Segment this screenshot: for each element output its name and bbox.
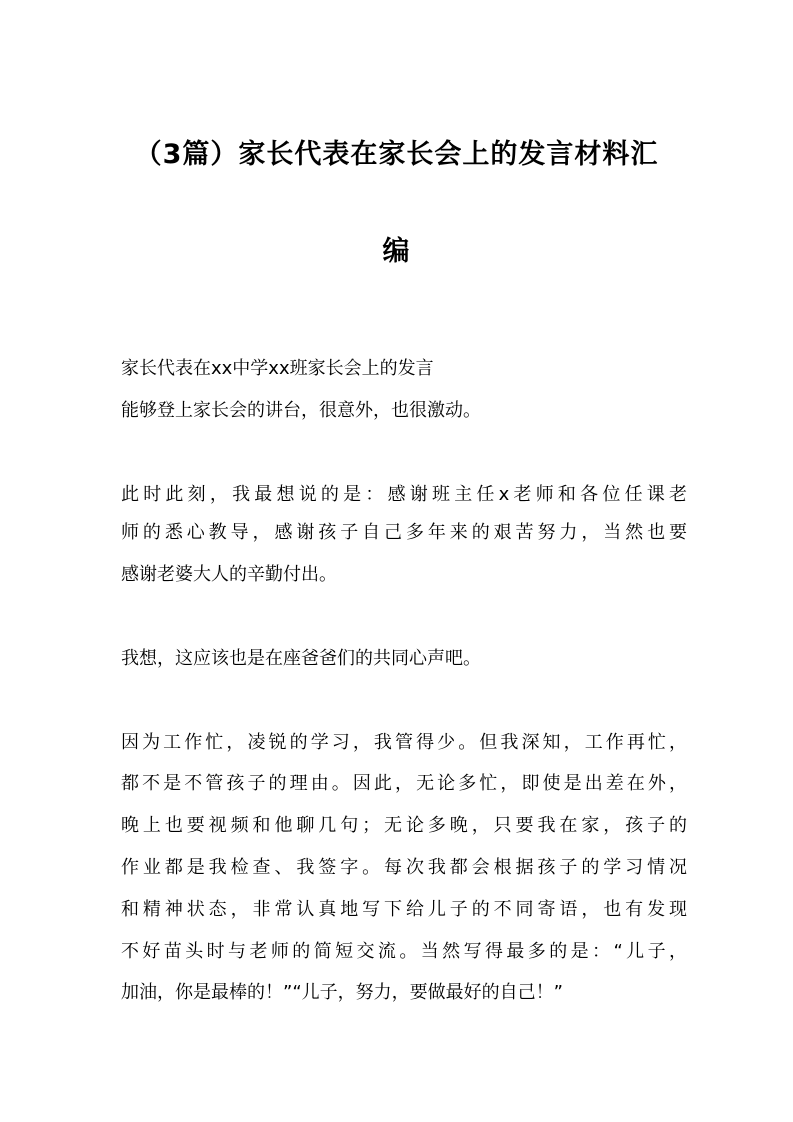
paragraph-line: 晚上也要视频和他聊几句；无论多晚，只要我在家，孩子的 bbox=[121, 815, 687, 836]
paragraph-line: 此时此刻，我最想说的是：感谢班主任x老师和各位任课老 bbox=[121, 484, 687, 505]
paragraph-line: 不好苗头时与老师的简短交流。当然写得最多的是：“儿子， bbox=[121, 941, 687, 962]
document-title-line-1: （3篇）家长代表在家长会上的发言材料汇 bbox=[134, 139, 659, 170]
paragraph-line: 都不是不管孩子的理由。因此，无论多忙，即使是出差在外， bbox=[121, 773, 687, 794]
paragraph-line: 和精神状态，非常认真地写下给儿子的不同寄语，也有发现 bbox=[121, 899, 687, 920]
paragraph-line: 作业都是我检查、我签字。每次我都会根据孩子的学习情况 bbox=[121, 857, 687, 878]
paragraph-line: 能够登上家长会的讲台，很意外，也很激动。 bbox=[121, 400, 481, 421]
paragraph-line: 我想，这应该也是在座爸爸们的共同心声吧。 bbox=[121, 648, 481, 669]
paragraph-line: 因为工作忙，凌锐的学习，我管得少。但我深知，工作再忙， bbox=[121, 732, 687, 753]
document-title-line-2: 编 bbox=[382, 236, 411, 267]
paragraph-line: 加油，你是最棒的！”“儿子，努力，要做最好的自己！” bbox=[121, 982, 563, 1003]
subheading: 家长代表在xx中学xx班家长会上的发言 bbox=[121, 358, 434, 379]
paragraph-line: 感谢老婆大人的辛勤付出。 bbox=[121, 564, 337, 585]
paragraph-line: 师的悉心教导，感谢孩子自己多年来的艰苦努力，当然也要 bbox=[121, 522, 687, 543]
